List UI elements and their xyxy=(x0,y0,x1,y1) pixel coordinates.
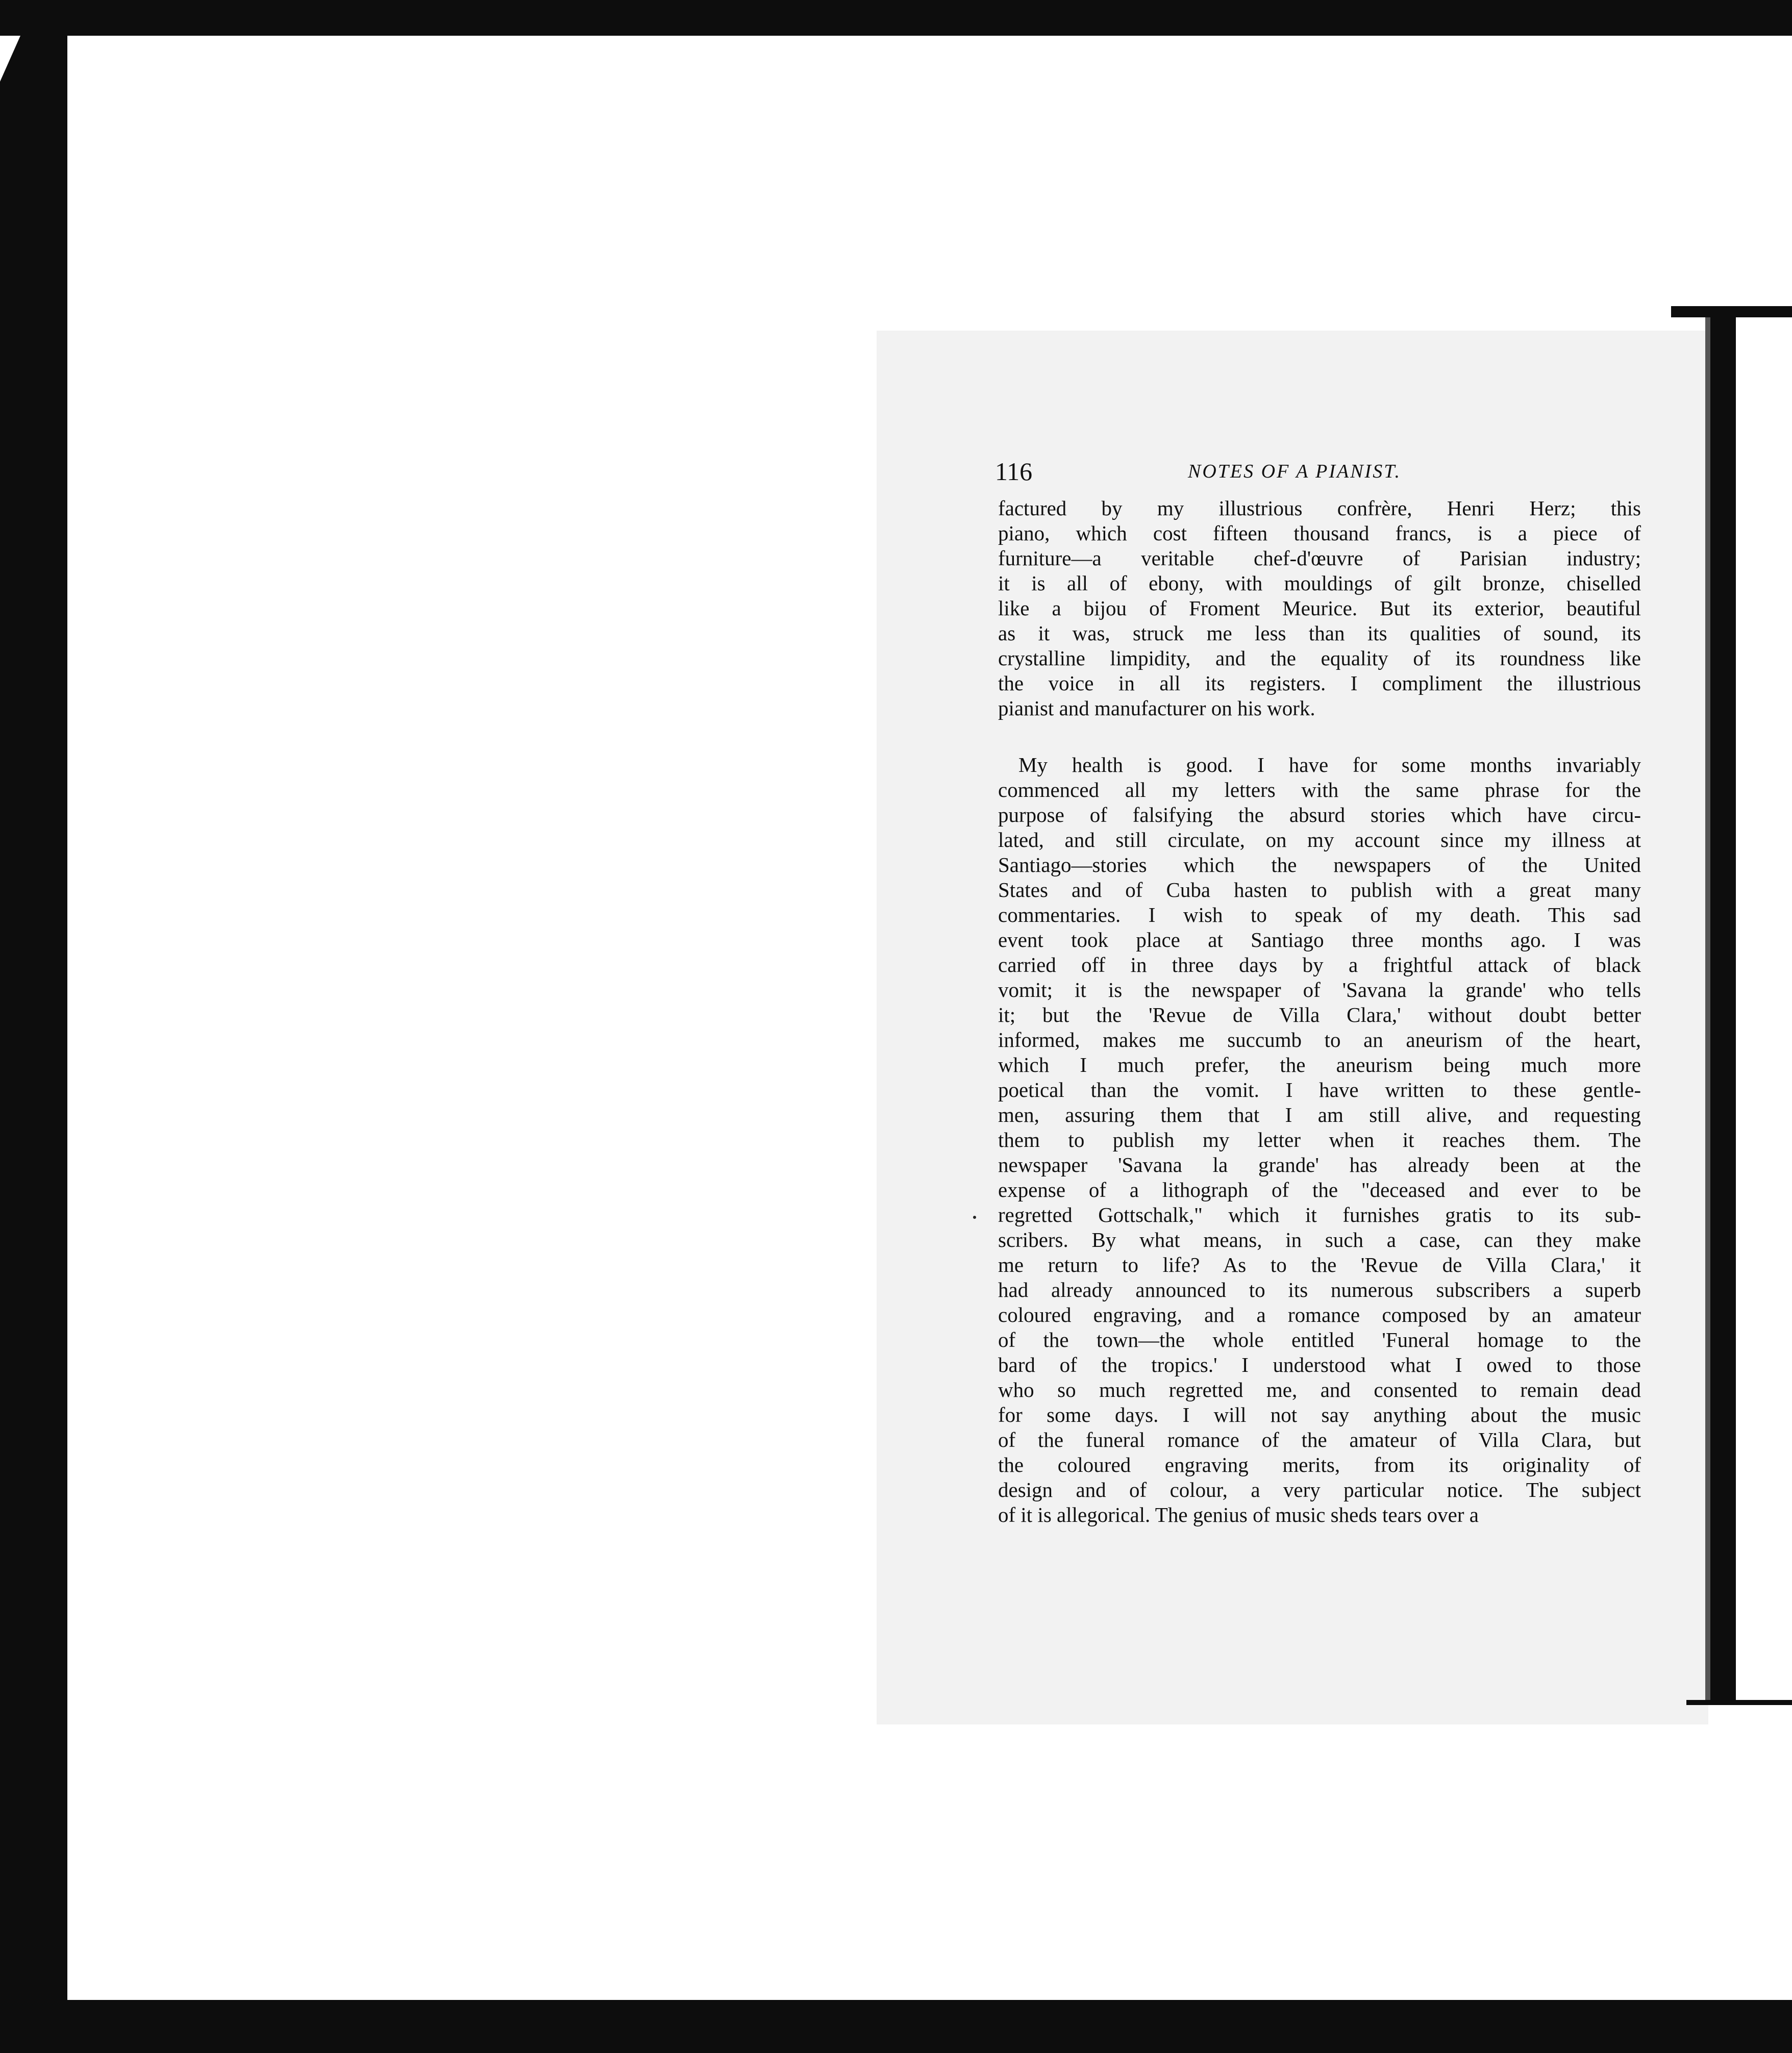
text-line: carried off in three days by a frightful attack of black xyxy=(998,953,1641,977)
text-line: them to publish my letter when it reaches them. The xyxy=(998,1128,1641,1151)
text-line: pianist and manufacturer on his work. xyxy=(998,696,1315,720)
page-number: 116 xyxy=(995,457,1033,486)
text-line: purpose of falsifying the absurd stories which have circu- xyxy=(998,803,1641,827)
text-line: poetical than the vomit. I have written to these gentle- xyxy=(998,1078,1641,1101)
text-line: commentaries. I wish to speak of my death. This sad xyxy=(998,903,1641,927)
text-line: of the funeral romance of the amateur of Villa Clara, but xyxy=(998,1428,1641,1451)
text-line: vomit; it is the newspaper of 'Savana la grande' who tells xyxy=(998,978,1641,1002)
text-line: commenced all my letters with the same phrase for the xyxy=(998,778,1641,802)
binding-bracket-bottom xyxy=(1686,1700,1792,1705)
text-line: furniture—a veritable chef-d'œuvre of Parisian industry; xyxy=(998,546,1641,570)
text-line: Santiago—stories which the newspapers of the United xyxy=(998,853,1641,877)
text-line: for some days. I will not say anything about the music xyxy=(998,1403,1641,1426)
text-line: the coloured engraving merits, from its originality of xyxy=(998,1453,1641,1476)
binding-bracket-top xyxy=(1671,306,1792,317)
text-line: like a bijou of Froment Meurice. But its exterior, beautiful xyxy=(998,596,1641,620)
stray-ink-mark xyxy=(973,1216,976,1219)
binding-bracket-stem xyxy=(1705,317,1736,1700)
text-line: it is all of ebony, with mouldings of gilt bronze, chiselled xyxy=(998,571,1641,595)
text-line: newspaper 'Savana la grande' has already been at the xyxy=(998,1153,1641,1176)
text-line: which I much prefer, the aneurism being much more xyxy=(998,1053,1641,1076)
scan-frame-bottom-border xyxy=(0,2000,1792,2053)
scan-frame-top-border xyxy=(0,0,1792,36)
text-line: design and of colour, a very particular notice. The subject xyxy=(998,1478,1641,1501)
text-line: the voice in all its registers. I compliment the illustrious xyxy=(998,671,1641,695)
text-line: of the town—the whole entitled 'Funeral homage to the xyxy=(998,1328,1641,1351)
paragraph-continuation xyxy=(998,496,1641,721)
text-line: lated, and still circulate, on my account since my illness at xyxy=(998,828,1641,852)
body-text xyxy=(998,496,1641,1528)
running-title: NOTES OF A PIANIST. xyxy=(1188,461,1402,482)
text-line: of it is allegorical. The genius of music sheds tears over a xyxy=(998,1503,1479,1526)
text-line: who so much regretted me, and consented to remain dead xyxy=(998,1378,1641,1401)
text-line: scribers. By what means, in such a case, can they make xyxy=(998,1228,1641,1251)
text-line: men, assuring them that I am still alive, and requesting xyxy=(998,1103,1641,1126)
text-line: bard of the tropics.' I understood what I owed to those xyxy=(998,1353,1641,1376)
text-line: factured by my illustrious confrère, Henri Herz; this xyxy=(998,496,1641,520)
text-line: regretted Gottschalk," which it furnishes gratis to its sub- xyxy=(998,1203,1641,1226)
text-line: informed, makes me succumb to an aneurism of the heart, xyxy=(998,1028,1641,1051)
text-line: My health is good. I have for some months invariably xyxy=(1018,753,1641,777)
text-line: it; but the 'Revue de Villa Clara,' without doubt better xyxy=(998,1003,1641,1026)
text-line: States and of Cuba hasten to publish with a great many xyxy=(998,878,1641,902)
text-line: me return to life? As to the 'Revue de Villa Clara,' it xyxy=(998,1253,1641,1276)
text-line: expense of a lithograph of the "deceased and ever to be xyxy=(998,1178,1641,1201)
text-line: coloured engraving, and a romance composed by an amateur xyxy=(998,1303,1641,1326)
text-line: piano, which cost fifteen thousand francs, is a piece of xyxy=(998,521,1641,545)
scan-frame-left-border xyxy=(0,0,67,2053)
text-line: as it was, struck me less than its qualities of sound, its xyxy=(998,621,1641,645)
paragraph-gap xyxy=(998,721,1641,753)
text-line: event took place at Santiago three months ago. I was xyxy=(998,928,1641,952)
running-head xyxy=(995,456,1643,487)
text-line: crystalline limpidity, and the equality of its roundness like xyxy=(998,646,1641,670)
text-line: had already announced to its numerous subscribers a superb xyxy=(998,1278,1641,1301)
paragraph-health xyxy=(998,753,1641,1528)
